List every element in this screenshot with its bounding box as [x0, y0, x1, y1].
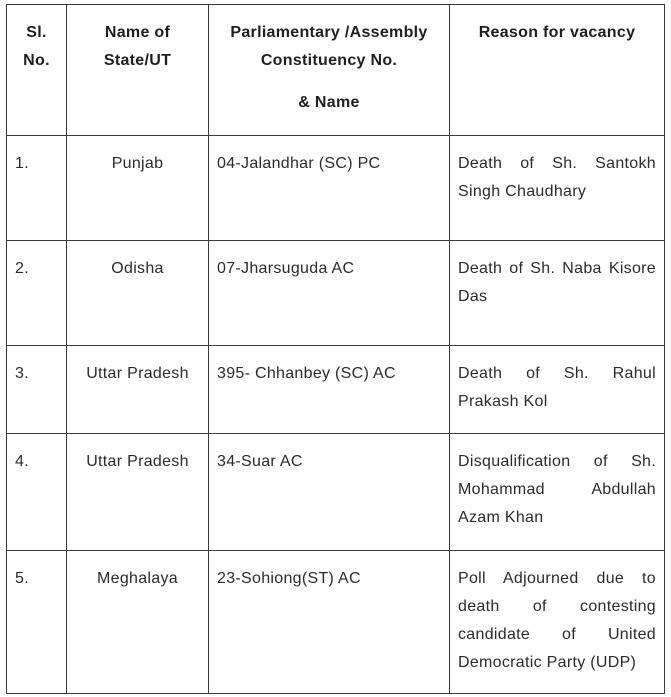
cell-constituency: 07-Jharsuguda AC: [209, 241, 450, 346]
cell-state: Uttar Pradesh: [67, 346, 209, 434]
cell-state: Meghalaya: [67, 551, 209, 694]
header-reason: Reason for vacancy: [450, 5, 665, 136]
cell-sl: 1.: [7, 136, 67, 241]
vacancy-table: [6, 4, 665, 694]
header-constituency-line2: & Name: [298, 94, 360, 111]
cell-sl: 5.: [7, 551, 67, 694]
cell-constituency: 395- Chhanbey (SC) AC: [209, 346, 450, 434]
header-constituency: [209, 5, 450, 136]
cell-state: Odisha: [67, 241, 209, 346]
cell-sl: 2.: [7, 241, 67, 346]
cell-reason: Death of Sh. Naba Kisore Das: [450, 241, 665, 346]
cell-reason: Death of Sh. Rahul Prakash Kol: [450, 346, 665, 434]
cell-sl: 4.: [7, 434, 67, 551]
cell-reason: Death of Sh. Santokh Singh Chaudhary: [450, 136, 665, 241]
header-constituency-line1: Parliamentary /Assembly Constituency No.: [230, 24, 428, 69]
cell-constituency: 23-Sohiong(ST) AC: [209, 551, 450, 694]
cell-sl: 3.: [7, 346, 67, 434]
header-sl-no: Sl. No.: [7, 5, 67, 136]
cell-constituency: 04-Jalandhar (SC) PC: [209, 136, 450, 241]
cell-constituency: 34-Suar AC: [209, 434, 450, 551]
table-row: [7, 551, 665, 694]
table-header-row: [7, 5, 665, 136]
table-row: [7, 241, 665, 346]
table-row: [7, 434, 665, 551]
cell-state: Punjab: [67, 136, 209, 241]
table-row: [7, 136, 665, 241]
header-state: Name of State/UT: [67, 5, 209, 136]
table-row: [7, 346, 665, 434]
cell-state: Uttar Pradesh: [67, 434, 209, 551]
cell-reason: Disqualification of Sh. Mohammad Abdullah Azam Khan: [450, 434, 665, 551]
cell-reason: Poll Adjourned due to death of contesting candidate of United Democratic Party (UDP): [450, 551, 665, 694]
